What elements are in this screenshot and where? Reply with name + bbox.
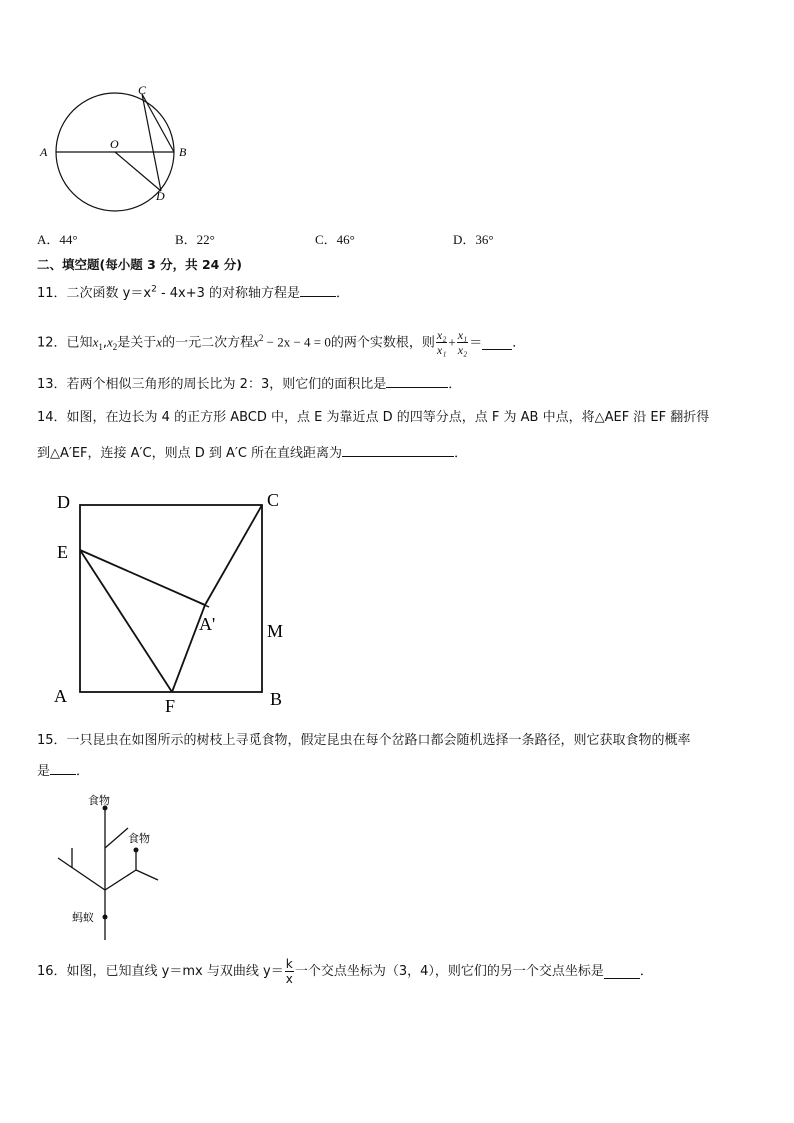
food-label-right: 食物 <box>128 832 150 845</box>
label-m: M <box>267 621 284 641</box>
answer-blank-11[interactable] <box>300 296 336 297</box>
question-14-line-2: 到△A′EF，连接 A′C，则点 D 到 A′C 所在直线距离为 ． <box>37 446 468 461</box>
twig-upper-right <box>105 828 128 848</box>
segment-a-prime-c <box>205 505 262 605</box>
fraction-k-over-x: $\frac{k}{x}$ <box>285 957 293 986</box>
option-b: B．22° <box>175 232 215 247</box>
label-d: D <box>156 189 165 203</box>
ant-label: 蚂蚁 <box>72 911 94 924</box>
label-o: O <box>110 137 119 151</box>
question-16: 16．如图，已知直线 y＝mx 与双曲线 y＝ $\frac{k}{x}$ 一个交点坐标为（3，4），则它们的另一个交点坐标是 ． <box>37 957 653 986</box>
option-c: C．46° <box>315 232 355 247</box>
branch-left <box>58 858 105 890</box>
question-15-line-2: 是 ． <box>37 764 90 779</box>
segment-ef <box>80 550 172 692</box>
label-b: B <box>270 689 283 709</box>
question-13: 13．若两个相似三角形的周长比为 2：3，则它们的面积比是 ． <box>37 377 462 392</box>
ant-dot <box>103 915 108 920</box>
question-14-line-1: 14．如图，在边长为 4 的正方形 ABCD 中，点 E 为靠近点 D 的四等分点，点 F 为 AB 中点，将△AEF 沿 EF 翻折得 <box>37 410 710 425</box>
chord-cb <box>142 94 174 152</box>
label-f: F <box>165 696 176 716</box>
answer-blank-12[interactable] <box>482 335 512 350</box>
question-15-line-1: 15．一只昆虫在如图所示的树枝上寻觅食物，假定昆虫在每个岔路口都会随机选择一条路径，则它获取食物的概率 <box>37 733 691 748</box>
question-11: 11．二次函数 $y=x^2 - 4x+3$ 的对称轴方程是 ． <box>37 284 350 301</box>
twig-right-down <box>136 870 158 880</box>
square-figure <box>40 482 310 720</box>
answer-blank-16[interactable] <box>604 964 640 979</box>
label-d: D <box>57 492 70 512</box>
label-a: A <box>40 145 48 159</box>
section-title: 二、填空题(每小题 3 分，共 24 分) <box>37 257 242 272</box>
square-abcd <box>80 505 262 692</box>
answer-blank-13[interactable] <box>386 387 448 388</box>
food-dot-right <box>134 848 139 853</box>
tree-figure <box>50 790 180 945</box>
question-12: 12．已知$x_1,x_2$是关于x的一元二次方程$x^2 - 2x - 4 = 0$的两个实数根，则 $\frac{\text{x₂}}{\text{x₁}}$ + $\frac{\text{x₁}}{\text{x₂}}$ ＝ ． <box>37 328 526 358</box>
label-a: A <box>54 686 67 706</box>
chord-cd <box>142 94 161 191</box>
food-label-top: 食物 <box>88 794 110 807</box>
fraction-x1-over-x2: $\frac{\text{x₁}}{\text{x₂}}$ <box>457 328 468 358</box>
branch-right <box>105 870 136 890</box>
option-a: A．44° <box>37 232 78 247</box>
fraction-x2-over-x1: $\frac{\text{x₂}}{\text{x₁}}$ <box>436 328 447 358</box>
label-a-prime: A' <box>199 614 216 634</box>
answer-blank-15[interactable] <box>50 774 76 775</box>
answer-blank-14[interactable] <box>342 456 454 457</box>
label-e: E <box>57 542 68 562</box>
label-c: C <box>138 83 147 97</box>
option-d: D．36° <box>453 232 494 247</box>
circle-figure <box>30 78 210 218</box>
label-c: C <box>267 490 280 510</box>
label-b: B <box>179 145 187 159</box>
